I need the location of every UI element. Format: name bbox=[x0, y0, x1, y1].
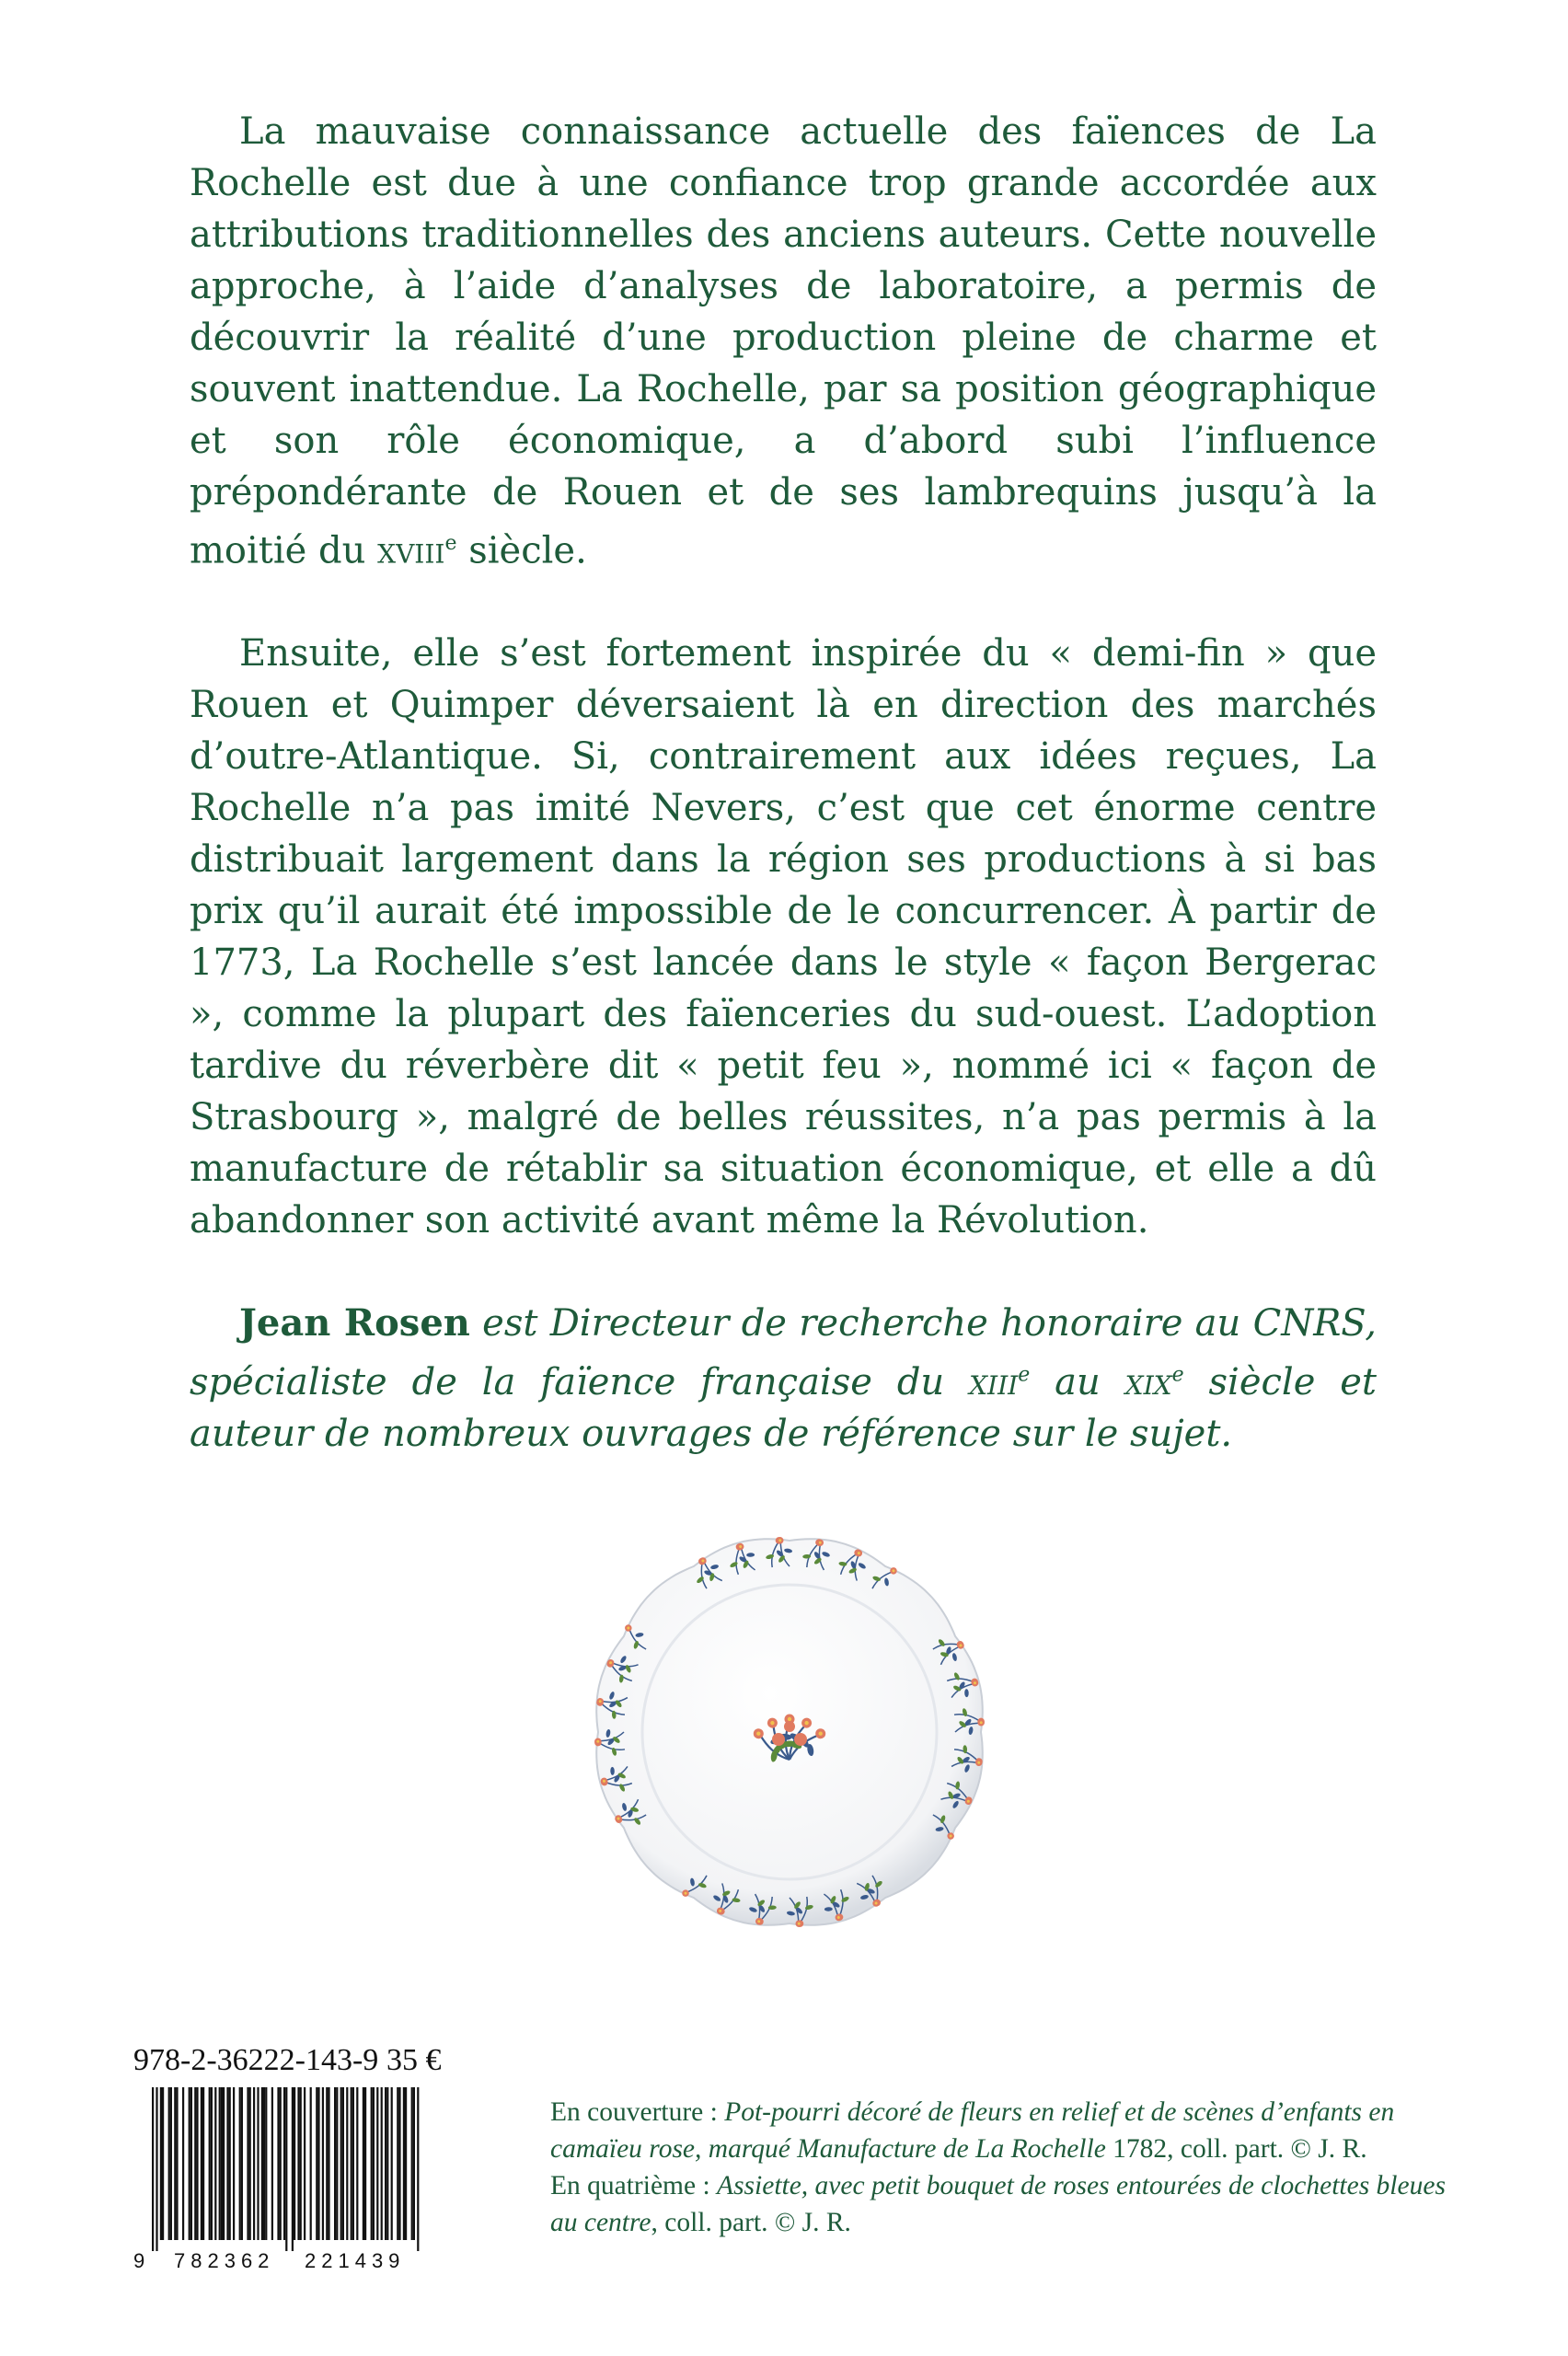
barcode-bar bbox=[211, 2087, 213, 2240]
barcode-bar bbox=[229, 2087, 231, 2240]
barcode-bar bbox=[342, 2087, 344, 2240]
barcode-bar bbox=[271, 2087, 273, 2240]
cover-credit-desc: Pot-pourri décoré de fleurs en relief et de scènes d’enfants en camaïeu rose, marqué Manufacture de La Rochelle bbox=[550, 2097, 1395, 2164]
barcode-bar bbox=[317, 2087, 319, 2240]
barcode-bar bbox=[310, 2087, 312, 2240]
barcode-bar bbox=[316, 2087, 317, 2240]
back-credit-source: , coll. part. © J. R. bbox=[651, 2208, 851, 2237]
author-name: Jean Rosen bbox=[239, 1301, 470, 1345]
barcode-bar bbox=[398, 2087, 400, 2240]
back-credit-label: En quatrième : bbox=[550, 2171, 718, 2200]
bio-century-2: xix bbox=[1124, 1360, 1172, 1403]
cover-credit bbox=[550, 2094, 1452, 2167]
barcode-bar bbox=[364, 2087, 366, 2240]
barcode-bar bbox=[239, 2087, 241, 2240]
blurb-paragraph-1 bbox=[190, 106, 1377, 576]
bio-text-a: est Directeur de recherche honoraire au CNRS, spécialiste de la faïence française du bbox=[190, 1302, 1377, 1403]
cover-credit-year: 1782 bbox=[1113, 2134, 1168, 2164]
barcode-bar bbox=[241, 2087, 243, 2240]
barcode-bar bbox=[403, 2087, 405, 2240]
barcode-bar bbox=[326, 2087, 328, 2240]
barcode-bar bbox=[386, 2087, 388, 2240]
barcode-bar bbox=[292, 2087, 294, 2251]
author-bio bbox=[190, 1298, 1377, 1459]
barcode-bar bbox=[376, 2087, 378, 2240]
barcode-bar bbox=[336, 2087, 338, 2240]
barcode-bar bbox=[202, 2087, 204, 2240]
barcode-bar bbox=[219, 2087, 221, 2240]
barcode-bar bbox=[385, 2087, 386, 2240]
barcode-bar bbox=[397, 2087, 398, 2240]
bio-text-b: au bbox=[1030, 1360, 1125, 1403]
barcode-bar bbox=[182, 2087, 184, 2240]
barcode-bar bbox=[328, 2087, 329, 2240]
blurb-paragraph-2: Ensuite, elle s’est fortement inspirée du « demi-fin » que Rouen et Quimper déversaient là en direction des marchés d’outre-Atlantique. Si, contrairement aux idées reçues, La Rochelle n’a pas imité Nevers, c’est que cet énorme centre distribuait largement dans la région ses productions à si bas prix qu’il aurait été impossible de le concurrencer. À partir de 1773, La Rochelle s’est lancée dans le style « façon Bergerac », comme la plupart des faïenceries du sud-ouest. L’adoption tardive du réverbère dit « petit feu », nommé ici « façon de Strasbourg », malgré de belles réussites, n’a pas permis à la manufacture de rétablir sa situation économique, et elle a dû abandonner son activité avant même la Révolution. bbox=[190, 632, 1377, 1242]
barcode-bar bbox=[233, 2087, 235, 2240]
barcode-bar bbox=[223, 2087, 225, 2240]
barcode-bar bbox=[196, 2087, 198, 2240]
price: 35 € bbox=[386, 2043, 442, 2077]
barcode-bar bbox=[381, 2087, 383, 2240]
barcode-bar bbox=[356, 2087, 358, 2240]
barcode bbox=[133, 2087, 446, 2271]
barcode-bar bbox=[253, 2087, 255, 2240]
barcode-bar bbox=[257, 2087, 259, 2240]
barcode-bar bbox=[189, 2087, 190, 2240]
barcode-bar bbox=[176, 2087, 178, 2240]
isbn-number: 978-2-36222-143-9 bbox=[133, 2043, 379, 2077]
barcode-bar bbox=[405, 2087, 407, 2240]
barcode-bar bbox=[304, 2087, 306, 2240]
barcode-bar bbox=[411, 2087, 413, 2240]
barcode-bar bbox=[413, 2087, 415, 2240]
cover-credit-label: En couverture : bbox=[550, 2097, 725, 2127]
barcode-bar bbox=[190, 2087, 192, 2240]
barcode-bar bbox=[417, 2087, 419, 2251]
barcode-bar bbox=[371, 2087, 373, 2240]
back-credit bbox=[550, 2167, 1452, 2241]
back-cover-blurb bbox=[190, 106, 1377, 1511]
image-credits bbox=[550, 2094, 1452, 2241]
barcode-bar bbox=[214, 2087, 216, 2240]
barcode-bar bbox=[340, 2087, 342, 2240]
blurb-p1-end: siècle. bbox=[456, 529, 587, 572]
barcode-bar bbox=[221, 2087, 223, 2240]
barcode-bar bbox=[391, 2087, 393, 2240]
barcode-bar bbox=[297, 2087, 299, 2240]
blurb-p1-text: La mauvaise connaissance actuelle des faïences de La Rochelle est due à une confiance trop grande accordée aux attributions traditionnelles des anciens auteurs. Cette nouvelle approche, à l’aide d’analyses de laboratoire, a permis de découvrir la réalité d’une production pleine de charme et souvent inattendue. La Rochelle, par sa position géographique et son rôle économique, a d’abord subi l’influence prépondérante de Rouen et de ses lambrequins jusqu’à la moitié du bbox=[190, 110, 1377, 572]
back-credit-desc: Assiette, avec petit bouquet de roses entourées de clochettes bleues au centre bbox=[550, 2171, 1446, 2237]
bio-century-1: xiii bbox=[969, 1360, 1019, 1403]
barcode-bar bbox=[265, 2087, 267, 2240]
barcode-bar bbox=[363, 2087, 364, 2240]
century-superscript: e bbox=[444, 532, 457, 555]
barcode-bar bbox=[261, 2087, 263, 2240]
bio-text-c: siècle et auteur de nombreux ouvrages de référence sur le sujet. bbox=[190, 1360, 1377, 1455]
barcode-bar bbox=[277, 2087, 279, 2240]
barcode-bar bbox=[160, 2087, 162, 2240]
barcode-bar bbox=[351, 2087, 352, 2240]
faience-plate-image bbox=[587, 1530, 992, 1934]
barcode-bar bbox=[152, 2087, 154, 2251]
barcode-bar bbox=[156, 2087, 157, 2251]
barcode-left-digits: 782362 bbox=[174, 2249, 275, 2271]
barcode-bar bbox=[280, 2087, 282, 2240]
bio-century-2-sup: e bbox=[1171, 1363, 1184, 1387]
barcode-bar bbox=[170, 2087, 172, 2240]
barcode-bar bbox=[352, 2087, 354, 2240]
barcode-bar bbox=[263, 2087, 265, 2240]
barcode-bar bbox=[174, 2087, 176, 2240]
barcode-bar bbox=[162, 2087, 164, 2240]
barcode-bar bbox=[322, 2087, 324, 2240]
barcode-bar bbox=[285, 2087, 287, 2251]
barcode-right-digits: 221439 bbox=[305, 2249, 406, 2271]
barcode-first-digit: 9 bbox=[133, 2249, 145, 2271]
barcode-bar bbox=[201, 2087, 202, 2240]
barcode-bar bbox=[373, 2087, 375, 2240]
cover-credit-source: , coll. part. © J. R. bbox=[1167, 2134, 1367, 2164]
barcode-bar bbox=[226, 2087, 228, 2240]
barcode-bar bbox=[346, 2087, 348, 2240]
barcode-bar bbox=[194, 2087, 196, 2240]
barcode-bar bbox=[334, 2087, 336, 2240]
barcode-bar bbox=[283, 2087, 285, 2240]
barcode-bar bbox=[300, 2087, 302, 2240]
barcode-bar bbox=[249, 2087, 251, 2240]
bio-century-1-sup: e bbox=[1018, 1363, 1031, 1387]
barcode-bar bbox=[209, 2087, 211, 2240]
barcode-bar bbox=[294, 2087, 295, 2240]
barcode-bar bbox=[247, 2087, 248, 2240]
century-numeral: xviii bbox=[377, 529, 445, 572]
barcode-bar bbox=[168, 2087, 170, 2240]
